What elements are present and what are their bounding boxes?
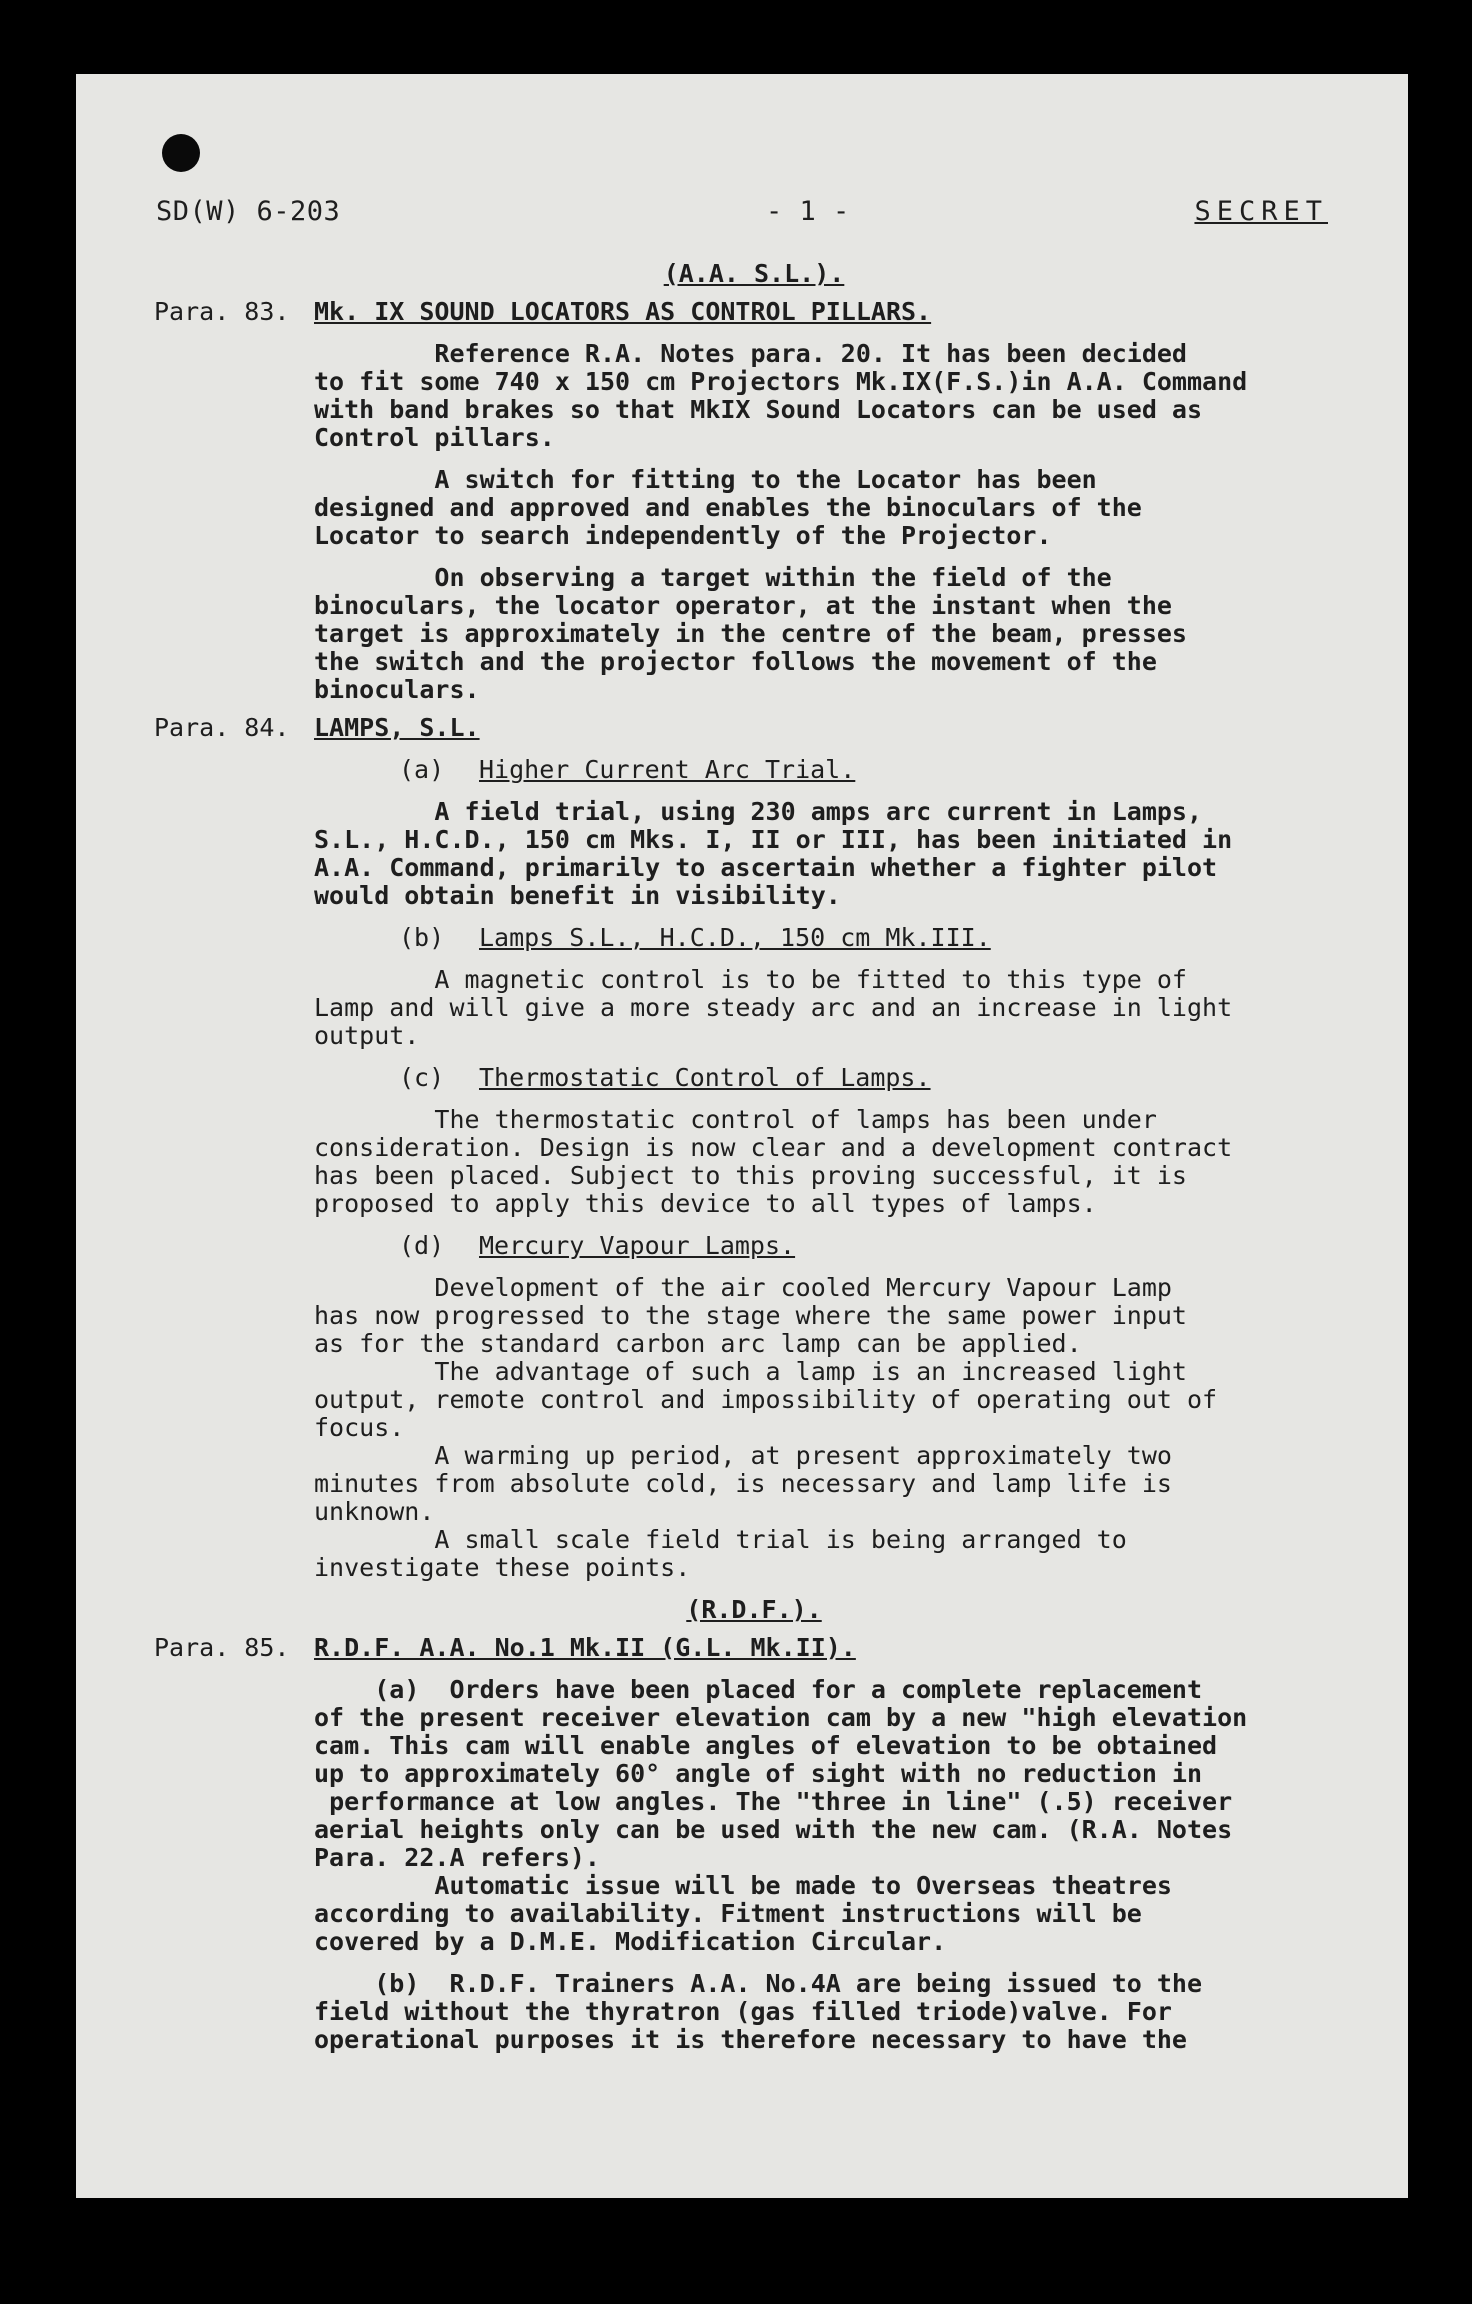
document-page (76, 74, 1408, 2198)
subsection-heading (399, 924, 1354, 952)
section-heading-aasl: (A.A. S.L.). (663, 259, 845, 288)
subsection-title: Lamps S.L., H.C.D., 150 cm Mk.III. (479, 923, 991, 952)
subsection-title: Higher Current Arc Trial. (479, 755, 856, 784)
paragraph-text: Development of the air cooled Mercury Vapour Lamp has now progressed to the stage where the same power input as for the standard carbon arc lamp can be applied. The advantage of such a lamp is an increased light output, remote control and impossibility of operating out of focus. A warming up period, at present approximately two minutes from absolute cold, is necessary and lamp life is unknown. A small scale field trial is being arranged to investigate these points. (314, 1273, 1218, 1582)
subsection-label: (b) (399, 923, 445, 952)
para-label: Para. 85. (154, 1633, 290, 1662)
subsection-label: (d) (399, 1231, 445, 1260)
paragraph-text: (a) Orders have been placed for a complete replacement of the present receiver elevation cam by a new "high elevation cam. This cam will enable angles of elevation to be obtained up to approximately 60° angle of sight with no reduction in performance at low angles. The "three in line" (.5) receiver aerial heights only can be used with the new cam. (R.A. Notes Para. 22.A refers). Automatic issue will be made to Overseas theatres according to availability. Fitment instructions will be covered by a D.M.E. Modification Circular. (314, 1675, 1248, 1956)
subsection-heading (399, 756, 1354, 784)
paragraph-text: (b) R.D.F. Trainers A.A. No.4A are being issued to the field without the thyratron (gas filled triode)valve. For operational purposes it is therefore necessary to have the (314, 1969, 1203, 2054)
paragraph-text: On observing a target within the field of the binoculars, the locator operator, at the instant when the target is approximately in the centre of the beam, presses the switch and the projector follows the movement of the binoculars. (314, 563, 1187, 704)
subsection-heading (399, 1064, 1354, 1092)
subsection-title: Mercury Vapour Lamps. (479, 1231, 796, 1260)
subsection-title: Thermostatic Control of Lamps. (479, 1063, 931, 1092)
para-title: R.D.F. A.A. No.1 Mk.II (G.L. Mk.II). (314, 1633, 856, 1662)
document-body (154, 260, 1354, 2054)
para-83-heading (154, 298, 1354, 326)
paragraph-text: Reference R.A. Notes para. 20. It has been decided to fit some 740 x 150 cm Projectors Mk.IX(F.S.)in A.A. Command with band brakes so that MkIX Sound Locators can be used as Control pillars. (314, 339, 1248, 452)
para-label: Para. 84. (154, 713, 290, 742)
subsection-label: (c) (399, 1063, 445, 1092)
para-label: Para. 83. (154, 297, 290, 326)
punch-hole-mark (162, 134, 200, 172)
paragraph-text: The thermostatic control of lamps has been under consideration. Design is now clear and a development contract has been placed. Subject to this proving successful, it is proposed to apply this device to all types of lamps. (314, 1105, 1233, 1218)
para-84-heading (154, 714, 1354, 742)
paragraph-text: A field trial, using 230 amps arc current in Lamps, S.L., H.C.D., 150 cm Mks. I, II or III, has been initiated in A.A. Command, primarily to ascertain whether a fighter pilot would obtain benefit in visibility. (314, 797, 1233, 910)
classification-marking: SECRET (1194, 196, 1328, 227)
document-reference: SD(W) 6-203 (156, 196, 341, 227)
para-85-heading (154, 1634, 1354, 1662)
subsection-label: (a) (399, 755, 445, 784)
para-title: LAMPS, S.L. (314, 713, 480, 742)
paragraph-text: A switch for fitting to the Locator has been designed and approved and enables the binoculars of the Locator to search independently of the Projector. (314, 465, 1142, 550)
paragraph-text: A magnetic control is to be fitted to this type of Lamp and will give a more steady arc and an increase in light output. (314, 965, 1233, 1050)
subsection-heading (399, 1232, 1354, 1260)
page-number: - 1 - (766, 196, 850, 227)
para-title: Mk. IX SOUND LOCATORS AS CONTROL PILLARS. (314, 297, 932, 326)
section-heading-rdf: (R.D.F.). (686, 1595, 822, 1624)
